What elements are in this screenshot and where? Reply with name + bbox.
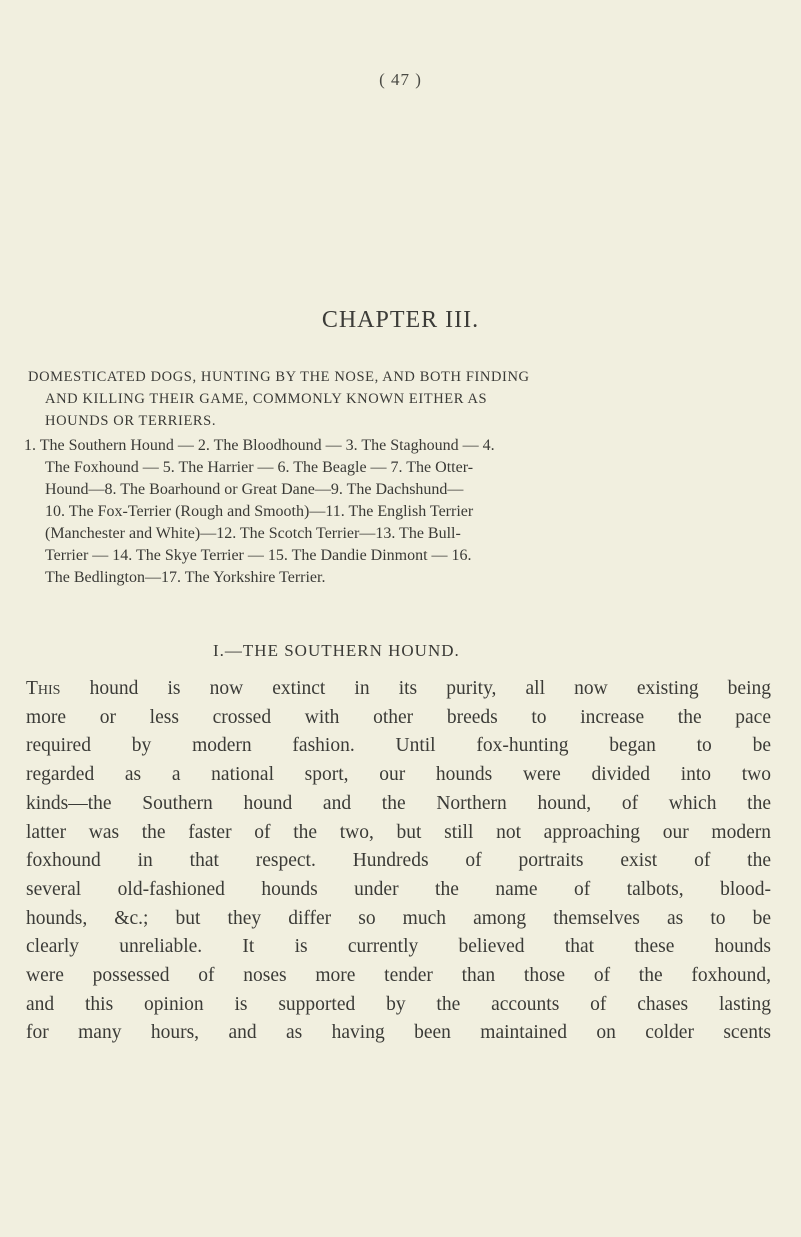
body-line: regarded as a national sport, our hounds were divided into two bbox=[26, 764, 771, 786]
section-heading: I.—THE SOUTHERN HOUND. bbox=[213, 641, 460, 660]
contents-line: Hound—8. The Boarhound or Great Dane—9. The Dachshund— bbox=[45, 481, 464, 498]
body-line: latter was the faster of the two, but still not approaching our modern bbox=[26, 821, 771, 843]
contents-line: The Foxhound — 5. The Harrier — 6. The Beagle — 7. The Otter- bbox=[45, 459, 474, 476]
body-line: for many hours, and as having been maintained on colder scents bbox=[26, 1022, 771, 1044]
body-line bbox=[26, 675, 771, 704]
body-line: kinds—the Southern hound and the Northern hound, of which the bbox=[26, 792, 771, 814]
chapter-summary-line: AND KILLING THEIR GAME, COMMONLY KNOWN EITHER AS bbox=[45, 391, 488, 407]
body-paragraph bbox=[26, 675, 771, 1048]
body-line: foxhound in that respect. Hundreds of portraits exist of the bbox=[26, 850, 771, 872]
body-line: hounds, &c.; but they differ so much among themselves as to be bbox=[26, 907, 771, 929]
contents-line: The Bedlington—17. The Yorkshire Terrier. bbox=[45, 569, 326, 586]
contents-line: Terrier — 14. The Skye Terrier — 15. The Dandie Dinmont — 16. bbox=[45, 547, 472, 564]
chapter-summary-line: HOUNDS OR TERRIERS. bbox=[45, 413, 217, 429]
body-line: required by modern fashion. Until fox-hunting began to be bbox=[26, 735, 771, 757]
body-line-text: hound is now extinct in its purity, all now existing being bbox=[60, 678, 771, 699]
chapter-contents bbox=[24, 435, 772, 589]
body-line: and this opinion is supported by the accounts of chases lasting bbox=[26, 993, 771, 1015]
chapter-summary-line: DOMESTICATED DOGS, HUNTING BY THE NOSE, AND BOTH FINDING bbox=[28, 369, 530, 385]
chapter-heading: CHAPTER III. bbox=[321, 307, 480, 333]
chapter-summary bbox=[28, 366, 768, 432]
contents-line: 1. The Southern Hound — 2. The Bloodhound — 3. The Staghound — 4. bbox=[24, 437, 495, 454]
contents-line: 10. The Fox-Terrier (Rough and Smooth)—11. The English Terrier bbox=[45, 503, 474, 520]
body-line: clearly unreliable. It is currently believed that these hounds bbox=[26, 936, 771, 958]
page-number: ( 47 ) bbox=[379, 70, 422, 89]
body-line: several old-fashioned hounds under the name of talbots, blood- bbox=[26, 878, 771, 900]
body-line: were possessed of noses more tender than those of the foxhound, bbox=[26, 965, 771, 987]
contents-line: (Manchester and White)—12. The Scotch Terrier—13. The Bull- bbox=[45, 525, 461, 542]
lead-word: This bbox=[26, 678, 61, 699]
body-line: more or less crossed with other breeds to increase the pace bbox=[26, 706, 771, 728]
